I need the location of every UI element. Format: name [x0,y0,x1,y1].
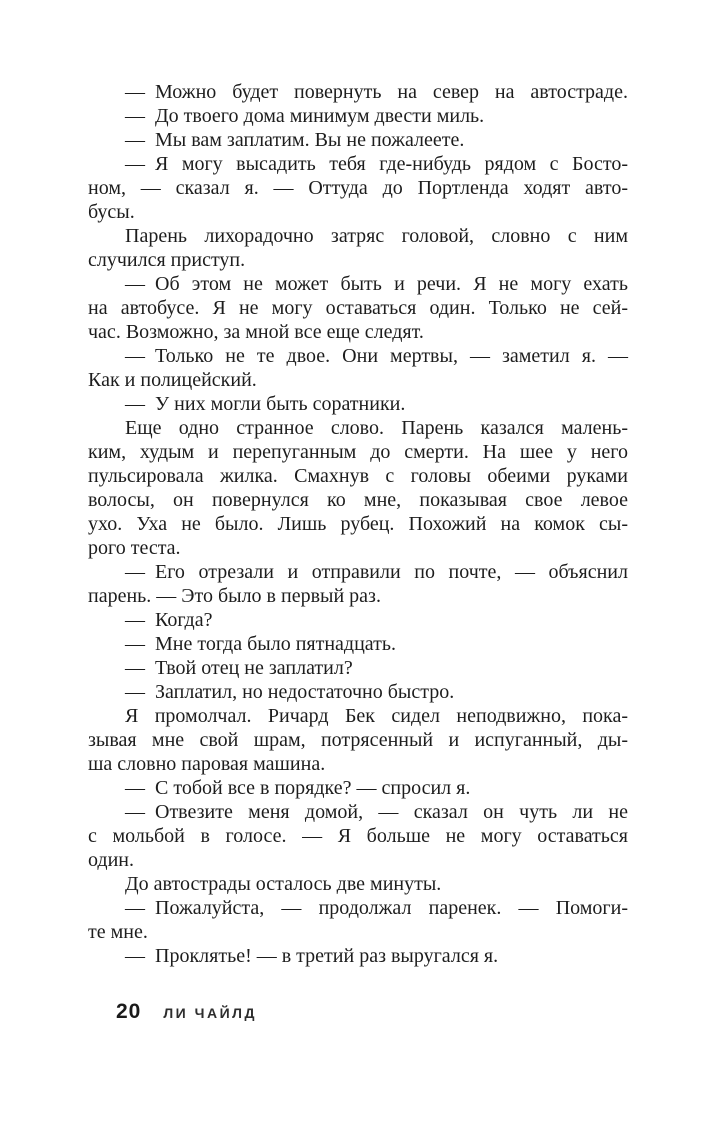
paragraph [88,416,628,560]
text-line: пульсировала жилка. Смахнув с головы обеими руками [88,465,628,487]
text-line: — У них могли быть соратники. [125,393,406,415]
paragraph [88,104,628,128]
paragraph [88,680,628,704]
text-line: — Твой отец не заплатил? [125,657,353,679]
text-line: — Можно будет повернуть на север на автостраде. [125,81,628,103]
text-line: рого теста. [88,537,181,559]
text-line: ном, — сказал я. — Оттуда до Портленда ходят авто- [88,177,628,199]
text-line: час. Возможно, за мной все еще следят. [88,321,424,343]
paragraph [88,152,628,224]
page-number: 20 [116,1000,142,1023]
paragraph [88,800,628,872]
text-line: Еще одно странное слово. Парень казался малень- [125,417,628,439]
paragraph [88,776,628,800]
paragraph [88,872,628,896]
paragraph [88,128,628,152]
paragraph [88,608,628,632]
text-line: случился приступ. [88,249,246,271]
text-line: — Только не те двое. Они мертвы, — заметил я. — [125,345,628,367]
text-line: — До твоего дома минимум двести миль. [125,105,485,127]
text-line: — Отвезите меня домой, — сказал он чуть ли не [125,801,628,823]
text-line: ша словно паровая машина. [88,753,326,775]
text-line: зывая мне свой шрам, потрясенный и испуганный, ды- [88,729,628,751]
text-line: До автострады осталось две минуты. [125,873,442,895]
text-line: — Заплатил, но недостаточно быстро. [125,681,455,703]
text-line: с мольбой в голосе. — Я больше не могу оставаться [88,825,628,847]
text-line: один. [88,849,135,871]
text-line: ухо. Уха не было. Лишь рубец. Похожий на комок сы- [88,513,628,535]
text-line: парень. — Это было в первый раз. [88,585,381,607]
text-line: — Когда? [125,609,213,631]
text-line: на автобусе. Я не могу оставаться один. Только не сей- [88,297,628,319]
text-line: — Проклятье! — в третий раз выругался я. [125,945,499,967]
text-line: те мне. [88,921,148,943]
text-line: Парень лихорадочно затряс головой, словно с ним [125,225,628,247]
text-line: — Мне тогда было пятнадцать. [125,633,397,655]
page-text [88,80,628,968]
text-line: Я промолчал. Ричард Бек сидел неподвижно, пока- [125,705,628,727]
paragraph [88,632,628,656]
running-title: ЛИ ЧАЙЛД [163,1005,257,1021]
text-line: — Пожалуйста, — продолжал паренек. — Помоги- [125,897,628,919]
paragraph [88,896,628,944]
text-line: ким, худым и перепуганным до смерти. На шее у него [88,441,628,463]
paragraph [88,656,628,680]
text-line: — Об этом не может быть и речи. Я не могу ехать [125,273,628,295]
text-line: Как и полицейский. [88,369,257,391]
paragraph [88,944,628,968]
text-line: — Я могу высадить тебя где-нибудь рядом с Босто- [125,153,628,175]
paragraph [88,704,628,776]
text-line: бусы. [88,201,135,223]
paragraph [88,392,628,416]
page-footer [116,1000,257,1024]
paragraph [88,560,628,608]
paragraph [88,344,628,392]
text-line: волосы, он повернулся ко мне, показывая свое левое [88,489,628,511]
paragraph [88,80,628,104]
text-line: — Его отрезали и отправили по почте, — объяснил [125,561,628,583]
text-line: — С тобой все в порядке? — спросил я. [125,777,471,799]
text-line: — Мы вам заплатим. Вы не пожалеете. [125,129,465,151]
paragraph [88,272,628,344]
paragraph [88,224,628,272]
